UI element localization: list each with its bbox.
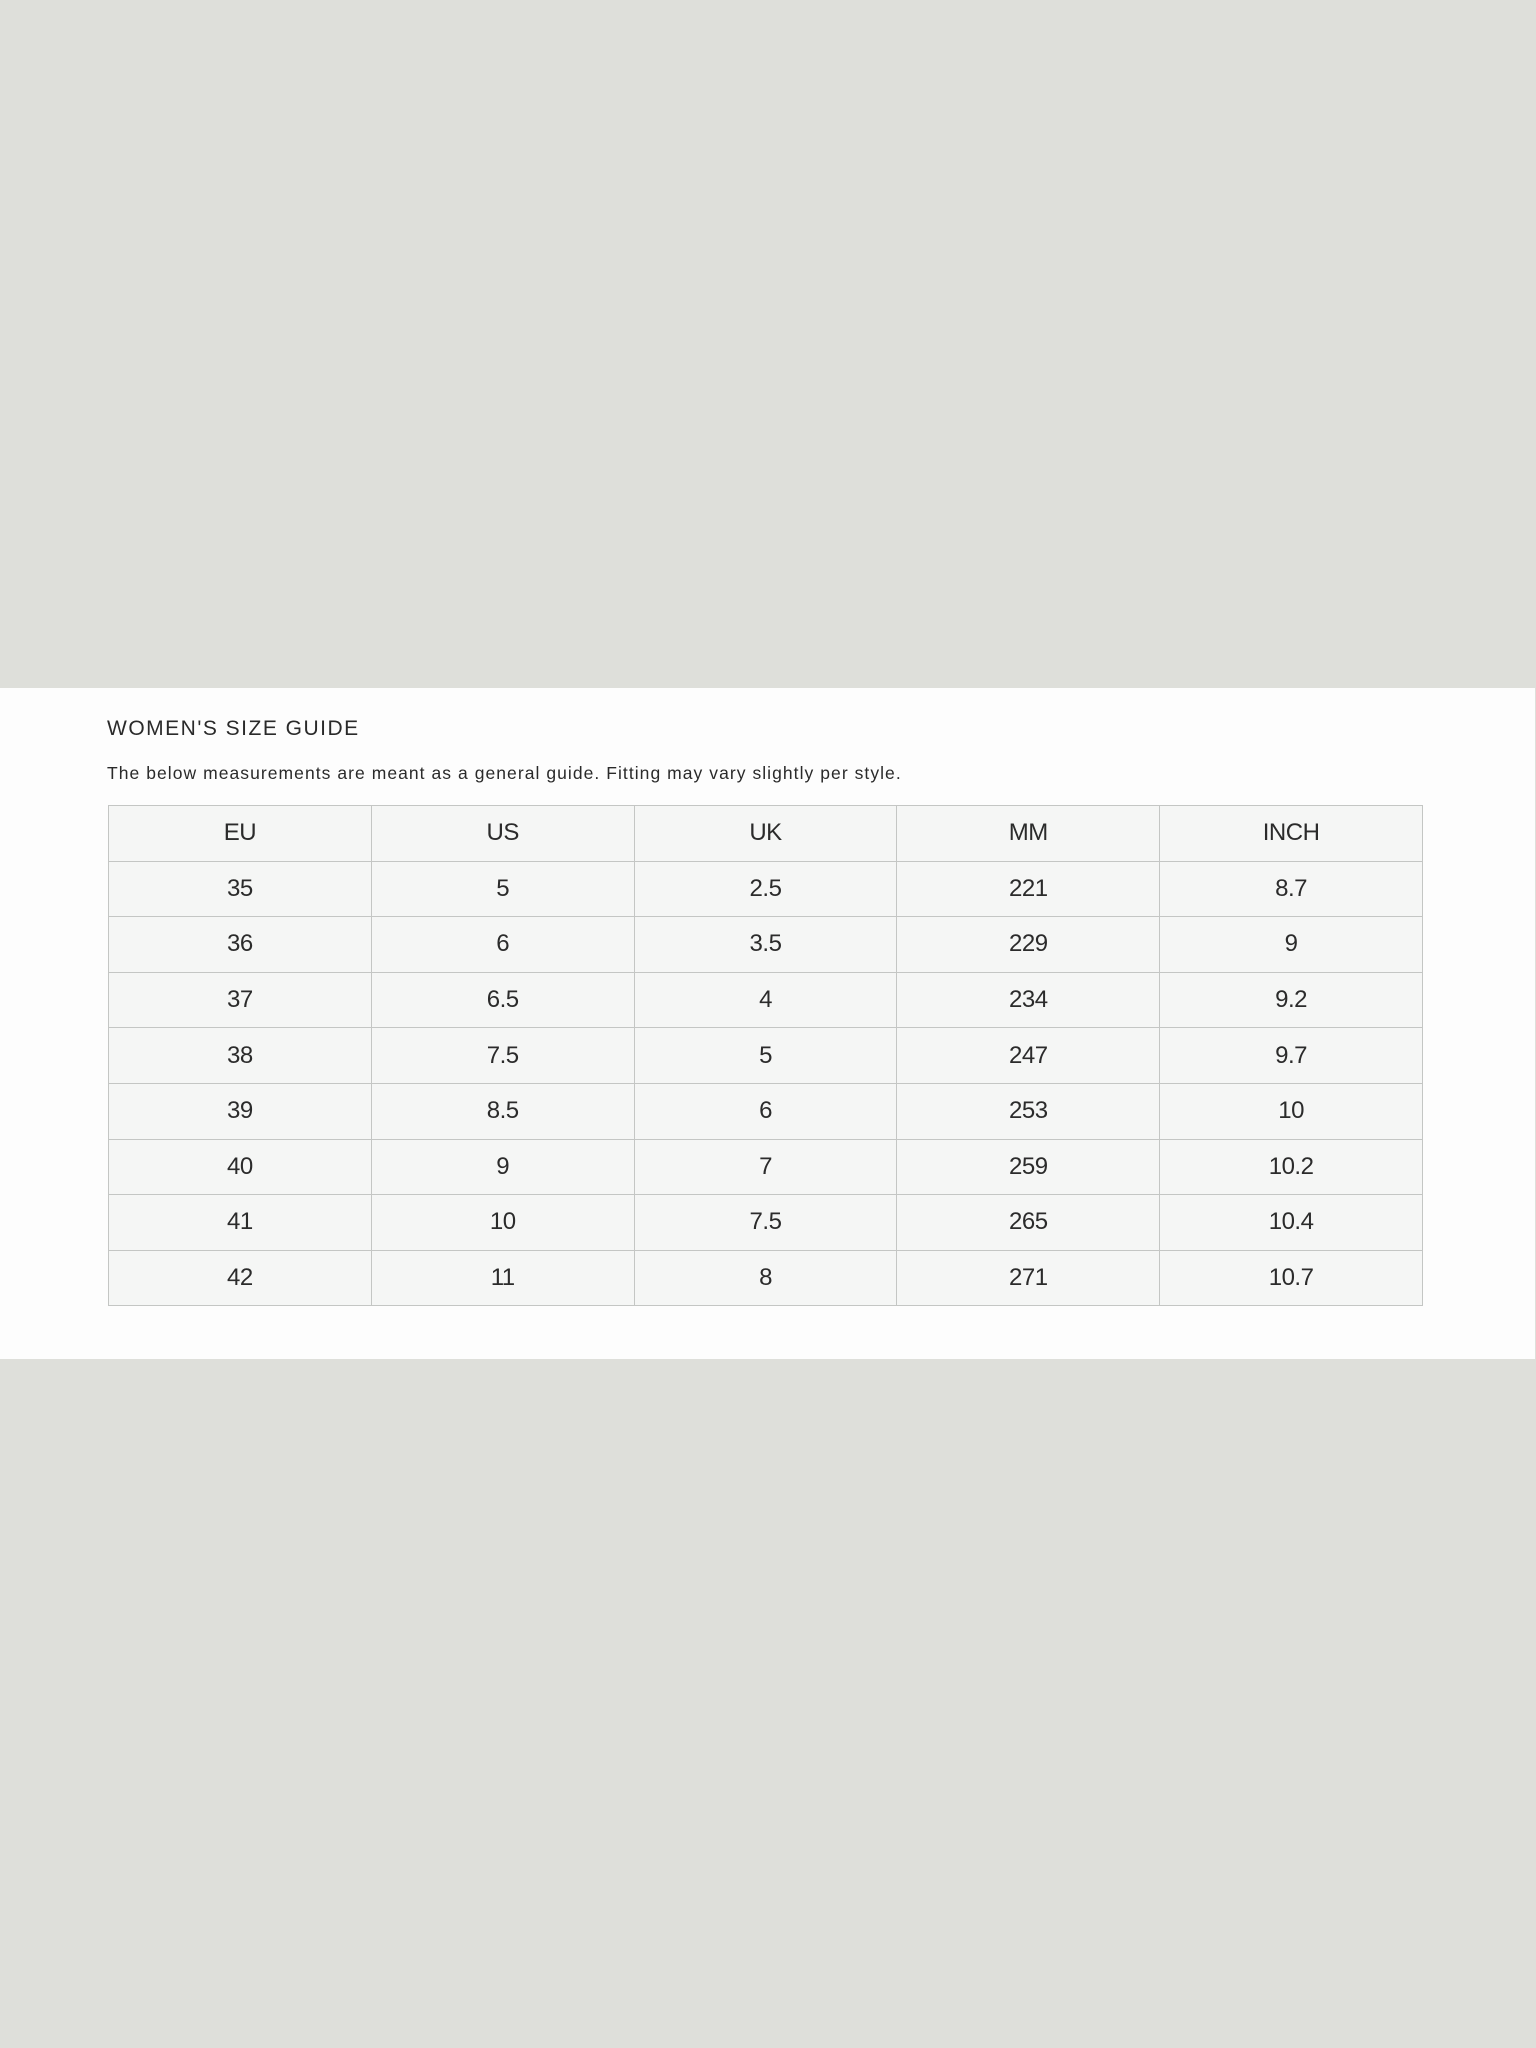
cell-inch: 8.7: [1160, 861, 1423, 917]
cell-inch: 10.7: [1160, 1250, 1423, 1306]
cell-eu: 39: [109, 1083, 372, 1139]
cell-uk: 5: [634, 1028, 897, 1084]
column-header-uk: UK: [634, 806, 897, 862]
cell-uk: 4: [634, 972, 897, 1028]
page-title: WOMEN'S SIZE GUIDE: [107, 717, 360, 740]
cell-inch: 9: [1160, 917, 1423, 973]
cell-uk: 3.5: [634, 917, 897, 973]
cell-eu: 41: [109, 1195, 372, 1251]
table-row: [109, 972, 1423, 1028]
cell-eu: 35: [109, 861, 372, 917]
cell-eu: 38: [109, 1028, 372, 1084]
cell-us: 8.5: [371, 1083, 634, 1139]
cell-uk: 6: [634, 1083, 897, 1139]
column-header-mm: MM: [897, 806, 1160, 862]
size-table: [108, 805, 1423, 1306]
cell-mm: 221: [897, 861, 1160, 917]
cell-uk: 7.5: [634, 1195, 897, 1251]
cell-mm: 265: [897, 1195, 1160, 1251]
table-row: [109, 1195, 1423, 1251]
cell-uk: 7: [634, 1139, 897, 1195]
cell-mm: 253: [897, 1083, 1160, 1139]
cell-mm: 247: [897, 1028, 1160, 1084]
table-row: [109, 1028, 1423, 1084]
cell-us: 11: [371, 1250, 634, 1306]
cell-us: 7.5: [371, 1028, 634, 1084]
table-row: [109, 917, 1423, 973]
column-header-inch: INCH: [1160, 806, 1423, 862]
cell-mm: 229: [897, 917, 1160, 973]
cell-us: 9: [371, 1139, 634, 1195]
table-header-row: [109, 806, 1423, 862]
table-row: [109, 1139, 1423, 1195]
table-row: [109, 1250, 1423, 1306]
cell-us: 5: [371, 861, 634, 917]
cell-mm: 271: [897, 1250, 1160, 1306]
table-row: [109, 1083, 1423, 1139]
cell-inch: 9.7: [1160, 1028, 1423, 1084]
cell-inch: 10.2: [1160, 1139, 1423, 1195]
cell-us: 6.5: [371, 972, 634, 1028]
table-row: [109, 861, 1423, 917]
cell-uk: 8: [634, 1250, 897, 1306]
column-header-eu: EU: [109, 806, 372, 862]
cell-uk: 2.5: [634, 861, 897, 917]
cell-us: 6: [371, 917, 634, 973]
cell-eu: 40: [109, 1139, 372, 1195]
cell-inch: 10.4: [1160, 1195, 1423, 1251]
cell-mm: 234: [897, 972, 1160, 1028]
cell-mm: 259: [897, 1139, 1160, 1195]
cell-eu: 42: [109, 1250, 372, 1306]
cell-inch: 9.2: [1160, 972, 1423, 1028]
cell-eu: 36: [109, 917, 372, 973]
cell-inch: 10: [1160, 1083, 1423, 1139]
page-subtitle: The below measurements are meant as a general guide. Fitting may vary slightly per style.: [107, 763, 902, 783]
column-header-us: US: [371, 806, 634, 862]
cell-eu: 37: [109, 972, 372, 1028]
cell-us: 10: [371, 1195, 634, 1251]
